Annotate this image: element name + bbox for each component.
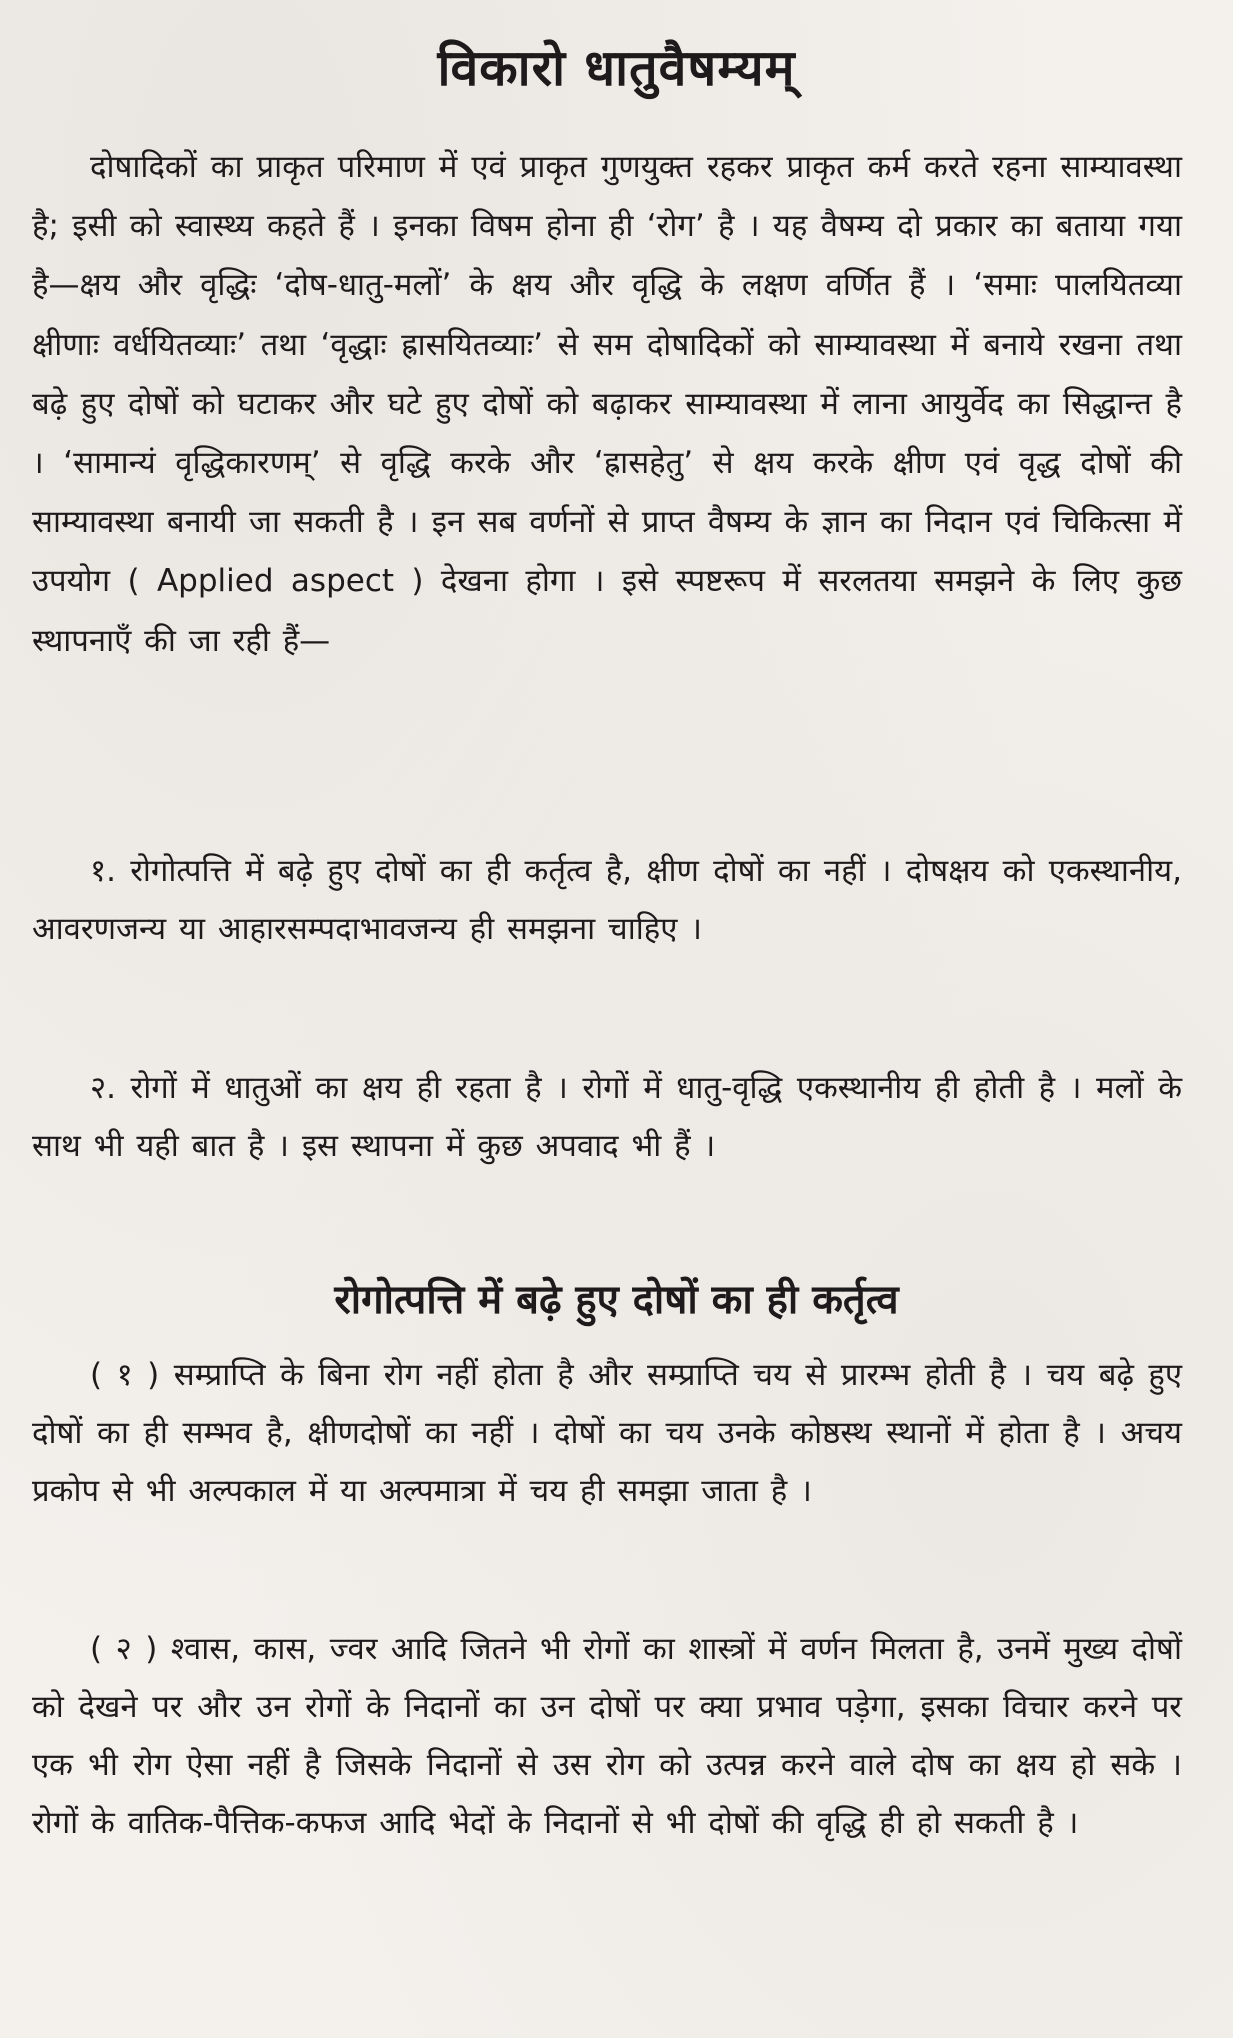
page-title: विकारो धातुवैषम्यम् bbox=[437, 39, 796, 97]
postulate-1-paragraph: १. रोगोत्पत्ति में बढ़े हुए दोषों का ही कर्तृत्व है, क्षीण दोषों का नहीं । दोषक्षय को एकस्थानीय, आवरणजन्य या आहारसम्पदाभावजन्य ही समझना चाहिए । bbox=[32, 853, 1182, 947]
intro-paragraph: दोषादिकों का प्राकृत परिमाण में एवं प्राकृत गुणयुक्त रहकर प्राकृत कर्म करते रहना साम्यावस्था है; इसी को स्वास्थ्य कहते हैं । इनका विषम होना ही ‘रोग’ है । यह वैषम्य दो प्रकार का बताया गया है—क्षय और वृद्धिः ‘दोष-धातु-मलों’ के क्षय और वृद्धि के लक्षण वर्णित हैं । ‘समाः पालयितव्या क्षीणाः वर्धयितव्याः’ तथा ‘वृद्धाः ह्रासयितव्याः’ से सम दोषादिकों को साम्यावस्था में बनाये रखना तथा बढ़े हुए दोषों को घटाकर और घटे हुए दोषों को बढ़ाकर साम्यावस्था में लाना आयुर्वेद का सिद्धान्त है । ‘सामान्यं वृद्धिकारणम्’ से वृद्धि करके और ‘ह्रासहेतु’ से क्षय करके क्षीण एवं वृद्ध दोषों की साम्यावस्था बनायी जा सकती है । इन सब वर्णनों से प्राप्त वैषम्य के ज्ञान का निदान एवं चिकित्सा में उपयोग ( Applied aspect ) देखना होगा । इसे स्पष्टरूप में सरलतया समझने के लिए कुछ स्थापनाएँ की जा रही हैं— bbox=[32, 149, 1182, 659]
section-point-2-paragraph: ( २ ) श्वास, कास, ज्वर आदि जितने भी रोगों का शास्त्रों में वर्णन मिलता है, उनमें मुख्य दोषों को देखने पर और उन रोगों के निदानों का उन दोषों पर क्या प्रभाव पड़ेगा, इसका विचार करने पर एक भी रोग ऐसा नहीं है जिसके निदानों से उस रोग को उत्पन्न करने वाले दोष का क्षय हो सके । रोगों के वातिक-पैत्तिक-कफज आदि भेदों के निदानों से भी दोषों की वृद्धि ही हो सकती है । bbox=[32, 1631, 1182, 1841]
section-point-1-paragraph: ( १ ) सम्प्राप्ति के बिना रोग नहीं होता है और सम्प्राप्ति चय से प्रारम्भ होती है । चय बढ़े हुए दोषों का ही सम्भव है, क्षीणदोषों का नहीं । दोषों का चय उनके कोष्ठस्थ स्थानों में होता है । अचय प्रकोप से भी अल्पकाल में या अल्पमात्रा में चय ही समझा जाता है । bbox=[32, 1357, 1182, 1509]
section-heading: रोगोत्पत्ति में बढ़े हुए दोषों का ही कर्तृत्व bbox=[334, 1277, 899, 1323]
postulate-2-paragraph: २. रोगों में धातुओं का क्षय ही रहता है । रोगों में धातु-वृद्धि एकस्थानीय ही होती है । मलों के साथ भी यही बात है । इस स्थापना में कुछ अपवाद भी हैं । bbox=[32, 1070, 1182, 1164]
